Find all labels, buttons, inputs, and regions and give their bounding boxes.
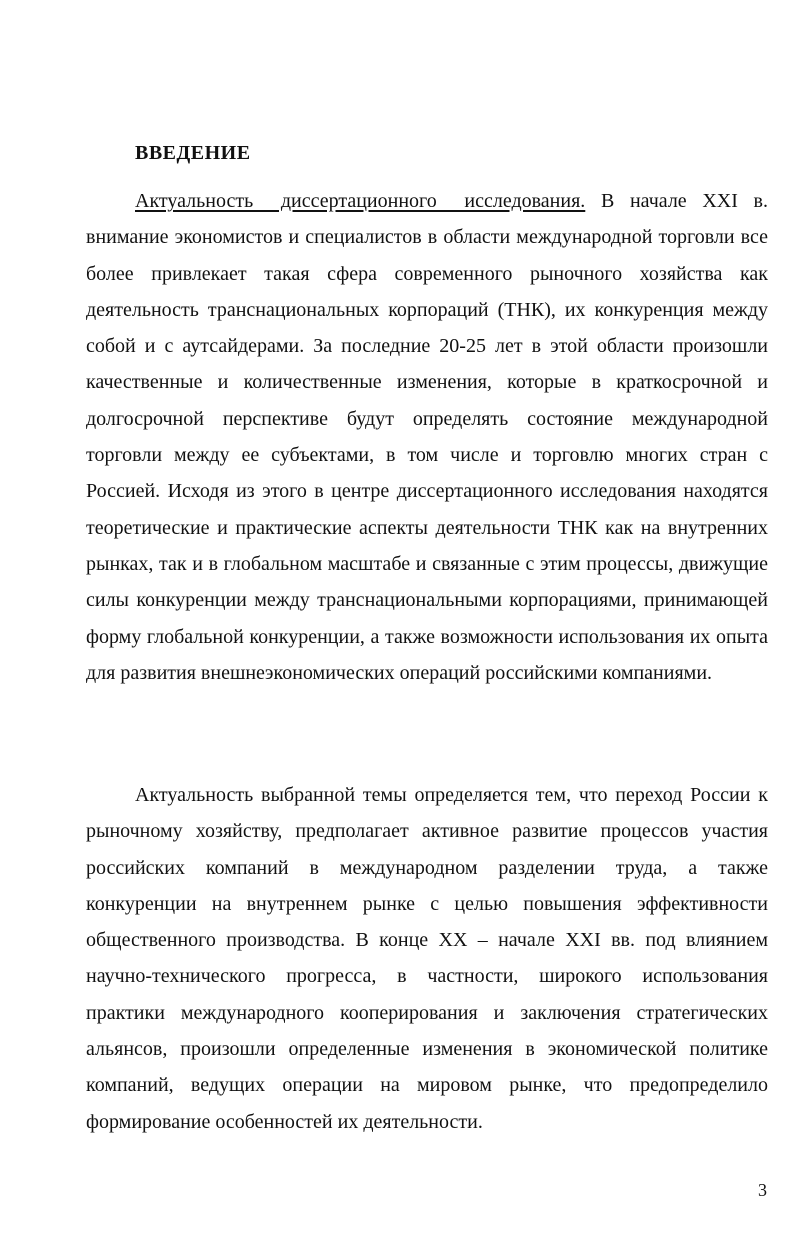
paragraph-relevance-research: [86, 183, 768, 691]
paragraph-body: В начале XXI в. внимание экономистов и специалистов в области международной торговли все более привлекает такая сфера современного рыночного хозяйства как деятельность транснациональных корпораций (ТНК), их конкуренция между собой и с аутсайдерами. За последние 20-25 лет в этой области произошли качественные и количественные изменения, которые в краткосрочной и долгосрочной перспективе будут определять состояние международной торговли между ее субъектами, в том числе и торговлю многих стран с Россией. Исходя из этого в центре диссертационного исследования находятся теоретические и практические аспекты деятельности ТНК как на внутренних рынках, так и в глобальном масштабе и связанные с этим процессы, движущие силы конкуренции между транснациональными корпорациями, принимающей форму глобальной конкуренции, а также возможности использования их опыта для развития внешнеэкономических операций российскими компаниями.: [86, 190, 768, 684]
section-heading: ВВЕДЕНИЕ: [135, 142, 251, 164]
page-number: 3: [758, 1180, 767, 1200]
paragraph-lead-underlined: Актуальность диссертационного исследования.: [135, 190, 586, 212]
paragraph-relevance-topic: Актуальность выбранной темы определяется тем, что переход России к рыночному хозяйству, предполагает активное развитие процессов участия российских компаний в международном разделении труда, а также конкуренции на внутреннем рынке с целью повышения эффективности общественного производства. В конце XX – начале XXI вв. под влиянием научно-технического прогресса, в частности, широкого использования практики международного кооперирования и заключения стратегических альянсов, произошли определенные изменения в экономической политике компаний, ведущих операции на мировом рынке, что предопределило формирование особенностей их деятельности.: [86, 784, 768, 1133]
